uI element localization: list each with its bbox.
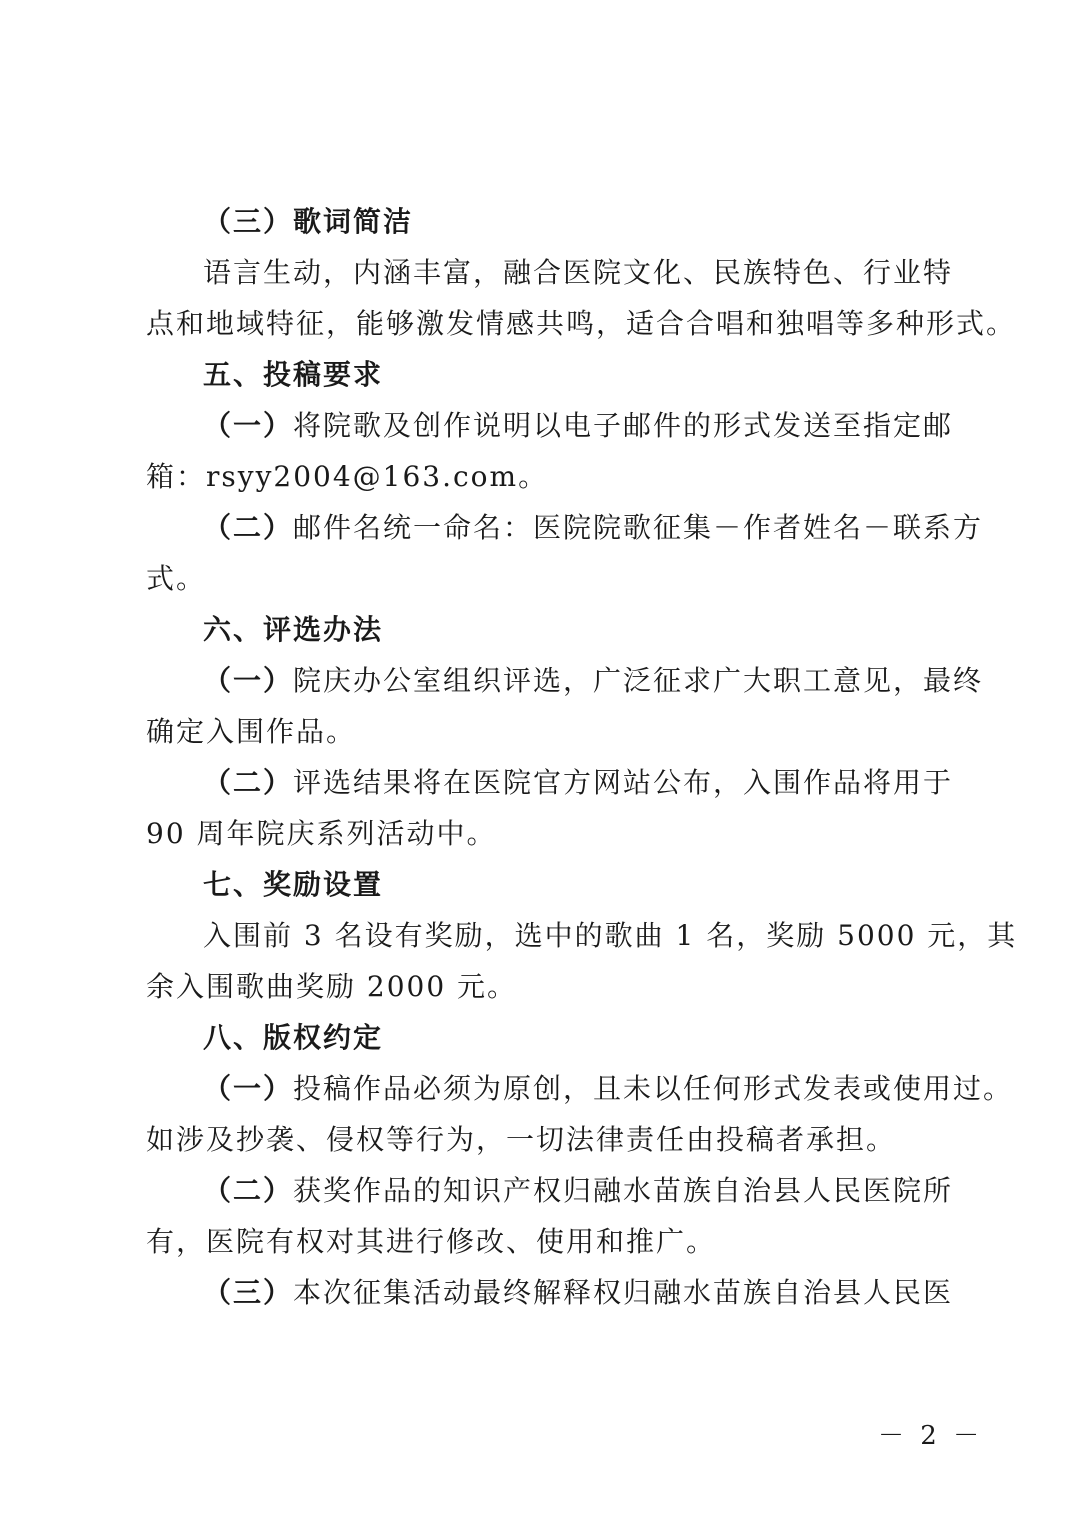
heading-7: 七、奖励设置 bbox=[203, 868, 384, 901]
h5-item-2 bbox=[203, 510, 1003, 546]
paragraph-line: 式。 bbox=[146, 562, 207, 595]
h8-item-1 bbox=[203, 1071, 1014, 1107]
h8-item-2 bbox=[203, 1173, 1003, 1209]
h6-item-2-label: （二） bbox=[203, 766, 294, 799]
h8-item-1-text: 投稿作品必须为原创，且未以任何形式发表或使用过。 bbox=[293, 1072, 1014, 1105]
h6-item-1 bbox=[203, 663, 1003, 699]
section-3-title: 歌词简洁 bbox=[293, 205, 414, 238]
email-line: 箱：rsyy2004@163.com。 bbox=[146, 460, 549, 493]
h5-item-2-label: （二） bbox=[203, 511, 294, 544]
h8-item-2-label: （二） bbox=[203, 1174, 294, 1207]
h6-item-2 bbox=[203, 765, 1003, 801]
h5-item-1-text: 将院歌及创作说明以电子邮件的形式发送至指定邮 bbox=[293, 409, 954, 442]
h8-item-3 bbox=[203, 1275, 1003, 1311]
paragraph-line: 入围前 3 名设有奖励，选中的歌曲 1 名，奖励 5000 元，其 bbox=[203, 919, 1018, 952]
h5-item-1-label: （一） bbox=[203, 409, 294, 442]
heading-6: 六、评选办法 bbox=[203, 613, 384, 646]
paragraph-line: 余入围歌曲奖励 2000 元。 bbox=[146, 970, 518, 1003]
h8-item-3-text: 本次征集活动最终解释权归融水苗族自治县人民医 bbox=[293, 1276, 954, 1309]
h6-item-1-text: 院庆办公室组织评选，广泛征求广大职工意见，最终 bbox=[293, 664, 984, 697]
heading-5: 五、投稿要求 bbox=[203, 358, 384, 391]
h6-item-2-text: 评选结果将在医院官方网站公布，入围作品将用于 bbox=[293, 766, 954, 799]
paragraph-line: 确定入围作品。 bbox=[146, 715, 357, 748]
section-3-heading bbox=[203, 204, 1003, 240]
h8-item-3-label: （三） bbox=[203, 1276, 294, 1309]
h8-item-1-label: （一） bbox=[203, 1072, 294, 1105]
h5-item-2-text: 邮件名统一命名：医院院歌征集－作者姓名－联系方 bbox=[293, 511, 984, 544]
paragraph-line: 90 周年院庆系列活动中。 bbox=[146, 817, 497, 850]
paragraph-line: 有，医院有权对其进行修改、使用和推广。 bbox=[146, 1225, 717, 1258]
h6-item-1-label: （一） bbox=[203, 664, 294, 697]
h8-item-2-text: 获奖作品的知识产权归融水苗族自治县人民医院所 bbox=[293, 1174, 954, 1207]
h5-item-1 bbox=[203, 408, 1003, 444]
paragraph-line: 如涉及抄袭、侵权等行为，一切法律责任由投稿者承担。 bbox=[146, 1123, 897, 1156]
heading-8: 八、版权约定 bbox=[203, 1021, 384, 1054]
page-number: － 2 － bbox=[878, 1421, 984, 1451]
paragraph-line: 点和地域特征，能够激发情感共鸣，适合合唱和独唱等多种形式。 bbox=[146, 307, 1017, 340]
section-3-label: （三） bbox=[203, 205, 294, 238]
paragraph-line: 语言生动，内涵丰富，融合医院文化、民族特色、行业特 bbox=[203, 256, 954, 289]
